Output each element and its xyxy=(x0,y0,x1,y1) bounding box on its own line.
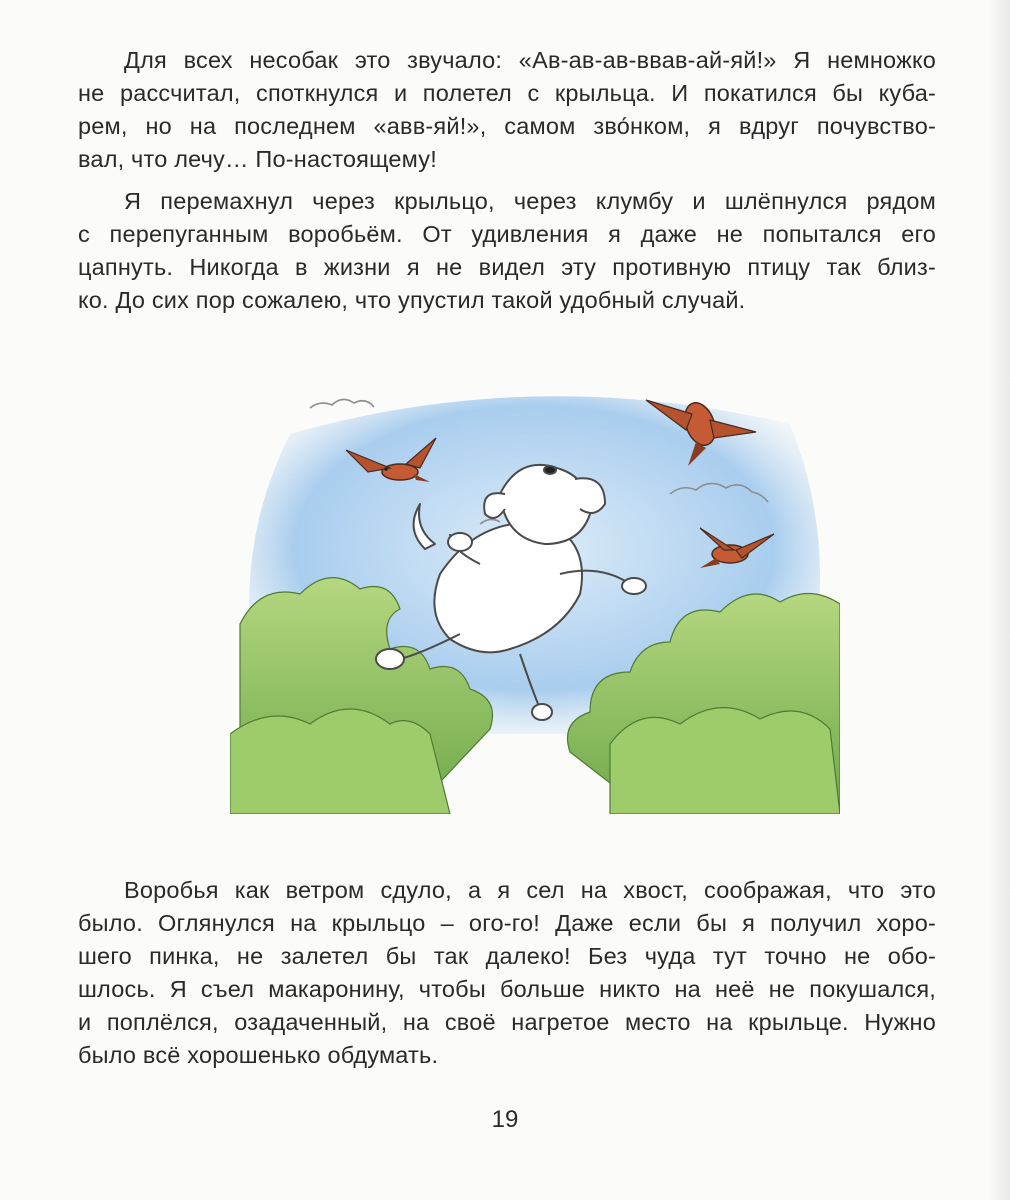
text-line: было. Оглянулся на крыльцо – ого-го! Даже если бы я получил хоро- xyxy=(78,910,936,936)
text-line: было всё хорошенько обдумать. xyxy=(78,1042,439,1068)
top-text-block xyxy=(78,44,936,317)
text-line: рем, но на последнем «авв-яй!», самом зво́нком, я вдруг почувство- xyxy=(78,113,936,139)
text-line: ко. До сих пор сожалею, что упустил такой удобный случай. xyxy=(78,287,746,313)
text-line: Воробья как ветром сдуло, а я сел на хвост, соображая, что это xyxy=(124,877,936,903)
flying-dog-illustration xyxy=(230,374,840,814)
text-line: вал, что лечу… По-настоящему! xyxy=(78,146,437,172)
paragraph-2 xyxy=(78,185,936,317)
page-edge-shadow xyxy=(988,0,1010,1200)
paragraph-1 xyxy=(78,44,936,176)
bottom-text-block xyxy=(78,874,936,1072)
text-line: шего пинка, не залетел бы так далеко! Без чуда тут точно не обо- xyxy=(78,943,936,969)
text-line: цапнуть. Никогда в жизни я не видел эту противную птицу так близ- xyxy=(78,254,936,280)
text-line: Я перемахнул через крыльцо, через клумбу и шлёпнулся рядом xyxy=(124,188,936,214)
page-number: 19 xyxy=(491,1106,519,1133)
text-line: не рассчитал, споткнулся и полетел с крыльца. И покатился бы куба- xyxy=(78,80,936,106)
text-line: Для всех несобак это звучало: «Ав-ав-ав-ввав-ай-яй!» Я немножко xyxy=(124,47,936,73)
paragraph-3 xyxy=(78,874,936,1072)
text-line: с перепуганным воробьём. От удивления я даже не попытался его xyxy=(78,221,936,247)
text-line: и поплёлся, озадаченный, на своё нагретое место на крыльце. Нужно xyxy=(78,1009,936,1035)
text-line: шлось. Я съел макаронину, чтобы больше никто на неё не покушался, xyxy=(78,976,936,1002)
